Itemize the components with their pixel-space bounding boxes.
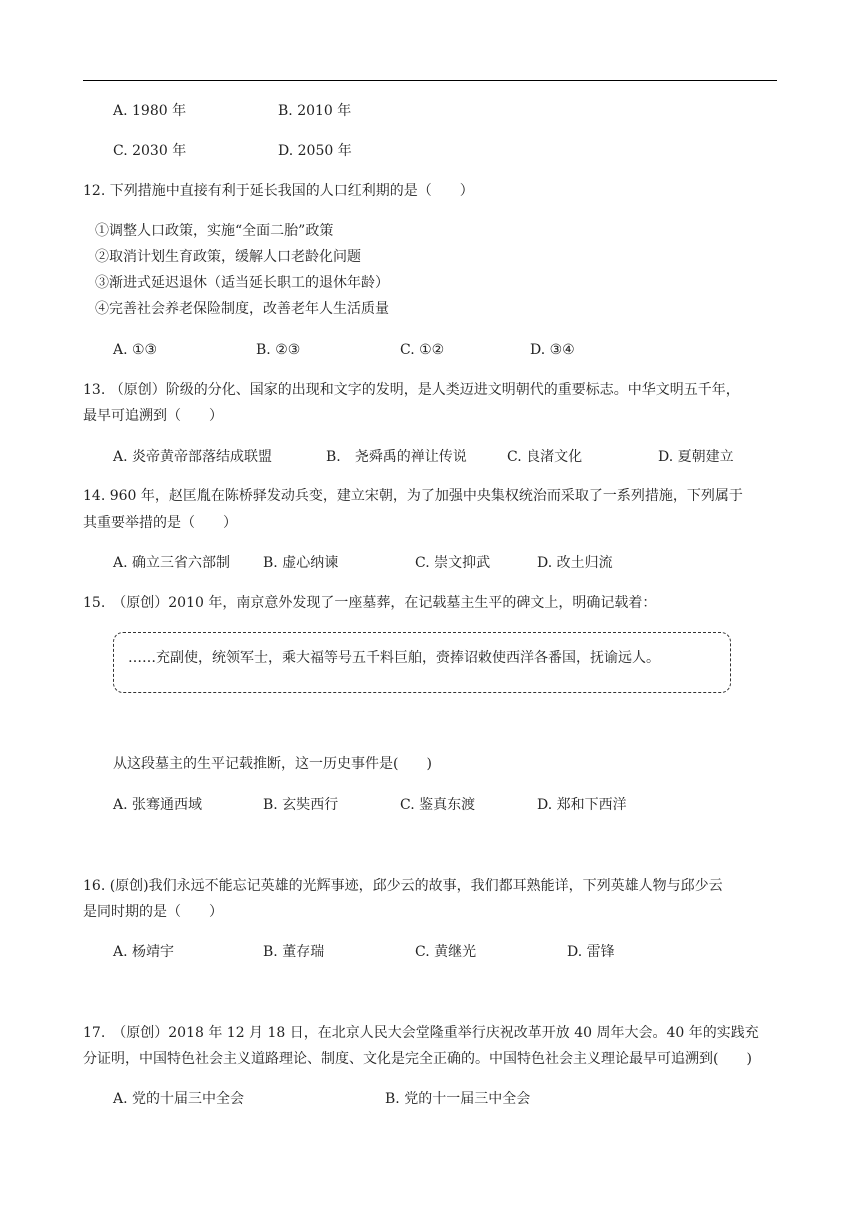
q17-stem-line2: 分证明，中国特色社会主义道路理论、制度、文化是完全正确的。中国特色社会主义理论最早可追溯到( ) (83, 1051, 752, 1067)
q12-item-4: ④完善社会养老保险制度，改善老年人生活质量 (95, 301, 389, 317)
q14-option-a[interactable]: A. 确立三省六部制 (113, 555, 231, 571)
q13-option-a[interactable]: A. 炎帝黄帝部落结成联盟 (113, 449, 273, 465)
q15-option-b[interactable]: B. 玄奘西行 (263, 797, 339, 813)
q11-option-a[interactable]: A. 1980 年 (113, 103, 187, 119)
q12-option-a[interactable]: A. ①③ (113, 342, 158, 358)
q12-item-1: ①调整人口政策，实施“全面二胎”政策 (95, 223, 334, 239)
q12-option-b[interactable]: B. ②③ (256, 342, 301, 358)
q13-stem-line1: 13. （原创）阶级的分化、国家的出现和文字的发明，是人类迈进文明朝代的重要标志。中华文明五千年， (83, 382, 740, 398)
q15-option-d[interactable]: D. 郑和下西洋 (537, 797, 627, 813)
q11-option-b[interactable]: B. 2010 年 (278, 103, 352, 119)
q12-stem: 12. 下列措施中直接有利于延长我国的人口红利期的是（ ） (83, 183, 474, 199)
q15-question: 从这段墓主的生平记载推断，这一历史事件是( ) (113, 756, 432, 772)
q16-option-b[interactable]: B. 董存瑞 (263, 944, 325, 960)
q17-option-a[interactable]: A. 党的十届三中全会 (113, 1091, 245, 1107)
q16-option-a[interactable]: A. 杨靖宇 (113, 944, 175, 960)
q12-option-d[interactable]: D. ③④ (530, 342, 575, 358)
q17-stem-line1: 17. （原创）2018 年 12 月 18 日，在北京人民大会堂隆重举行庆祝改革开放 40 周年大会。40 年的实践充 (83, 1025, 759, 1041)
q13-option-d[interactable]: D. 夏朝建立 (658, 449, 734, 465)
q14-option-b[interactable]: B. 虚心纳谏 (263, 555, 339, 571)
q14-option-d[interactable]: D. 改土归流 (537, 555, 613, 571)
q13-option-b[interactable]: B. 尧舜禹的禅让传说 (326, 449, 467, 465)
q11-option-c[interactable]: C. 2030 年 (113, 143, 187, 159)
q12-item-3: ③渐进式延迟退休（适当延长职工的退休年龄） (95, 275, 389, 291)
q15-stem: 15. （原创）2010 年，南京意外发现了一座墓葬，在记载墓主生平的碑文上，明确记载着： (83, 595, 657, 611)
q15-option-c[interactable]: C. 鉴真东渡 (400, 797, 476, 813)
q14-stem-line1: 14. 960 年，赵匡胤在陈桥驿发动兵变，建立宋朝，为了加强中央集权统治而采取了一系列措施，下列属于 (83, 488, 743, 504)
q12-item-2: ②取消计划生育政策，缓解人口老龄化问题 (95, 249, 361, 265)
q13-option-c[interactable]: C. 良渚文化 (507, 449, 583, 465)
q15-quote-text: ……充副使，统领军士，乘大福等号五千料巨舶，赍捧诏敕使西洋各番国，抚谕远人。 (128, 650, 660, 666)
q11-option-d[interactable]: D. 2050 年 (278, 143, 352, 159)
q16-stem-line2: 是同时期的是（ ） (83, 904, 223, 920)
q14-option-c[interactable]: C. 崇文抑武 (415, 555, 491, 571)
q13-stem-line2: 最早可追溯到（ ） (83, 408, 223, 424)
q16-stem-line1: 16. (原创)我们永远不能忘记英雄的光辉事迹，邱少云的故事，我们都耳熟能详，下列英雄人物与邱少云 (83, 878, 723, 894)
q16-option-d[interactable]: D. 雷锋 (567, 944, 615, 960)
header-rule (83, 80, 777, 81)
q17-option-b[interactable]: B. 党的十一届三中全会 (385, 1091, 531, 1107)
q16-option-c[interactable]: C. 黄继光 (415, 944, 477, 960)
q15-option-a[interactable]: A. 张骞通西域 (113, 797, 203, 813)
q14-stem-line2: 其重要举措的是（ ） (83, 515, 237, 531)
q12-option-c[interactable]: C. ①② (400, 342, 445, 358)
